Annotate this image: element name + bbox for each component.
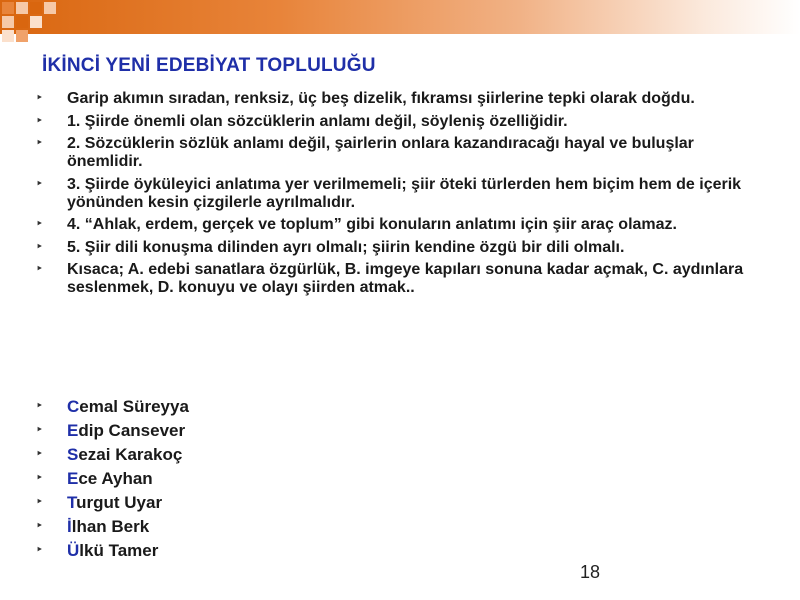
poet-name-rest: ce Ayhan [78, 469, 153, 488]
poet-initial: İ [67, 517, 72, 536]
poet-initial: S [67, 445, 79, 464]
page-number: 18 [580, 562, 601, 582]
bullet-text: 3. Şiirde öyküleyici anlatıma yer verilmemeli; şiir öteki türlerden hem biçim hem de içerik yönünden kesin çizgilerle ayrılmalıdır. [67, 175, 742, 211]
poet-initial: E [67, 421, 79, 440]
bullet-text: Garip akımın sıradan, renksiz, üç beş dizelik, fıkramsı şiirlerine tepki olarak doğdu. [67, 90, 695, 107]
poet-item [36, 493, 436, 513]
poet-list [36, 397, 436, 565]
poet-name-rest: lkü Tamer [79, 541, 159, 560]
poet-name-rest: dip Cansever [78, 421, 186, 440]
arrow-bullet-icon: ‣ [36, 544, 44, 556]
poet-name-rest: lhan Berk [71, 517, 150, 536]
arrow-bullet-icon: ‣ [36, 520, 44, 532]
arrow-bullet-icon: ‣ [36, 424, 44, 436]
bullet-item [36, 90, 766, 108]
poet-item [36, 397, 436, 417]
bullet-item [36, 135, 766, 171]
arrow-bullet-icon: ‣ [36, 218, 44, 230]
poet-item [36, 541, 436, 561]
poet-initial: T [67, 493, 77, 512]
slide-title: İKİNCİ YENİ EDEBİYAT TOPLULUĞU [42, 55, 376, 76]
arrow-bullet-icon: ‣ [36, 92, 44, 104]
bullet-text: 4. “Ahlak, erdem, gerçek ve toplum” gibi konuların anlatımı için şiir araç olamaz. [67, 216, 677, 233]
bullet-item [36, 113, 766, 131]
bullet-text: Kısaca; A. edebi sanatlara özgürlük, B. imgeye kapıları sonuna kadar açmak, C. aydınlara seslenmek, D. konuyu ve olayı şiirden atmak.. [67, 261, 744, 296]
poet-initial: Ü [67, 541, 80, 560]
arrow-bullet-icon: ‣ [36, 448, 44, 460]
bullet-text: 1. Şiirde önemli olan sözcüklerin anlamı değil, söyleniş özelliğidir. [67, 112, 568, 130]
decorative-squares [0, 0, 70, 50]
arrow-bullet-icon: ‣ [36, 177, 44, 190]
poet-name-rest: emal Süreyya [79, 397, 189, 416]
bullet-item [36, 239, 766, 257]
bullet-item [36, 216, 766, 234]
poet-initial: C [67, 397, 80, 416]
arrow-bullet-icon: ‣ [36, 240, 44, 253]
header-band [0, 0, 800, 34]
poet-name-rest: urgut Uyar [76, 493, 163, 512]
poet-initial: E [67, 469, 79, 488]
bullet-item [36, 261, 766, 297]
bullet-text: 2. Sözcüklerin sözlük anlamı değil, şairlerin onlara kazandıracağı hayal ve buluşlar önemlidir. [67, 135, 694, 170]
arrow-bullet-icon: ‣ [36, 263, 44, 275]
arrow-bullet-icon: ‣ [36, 137, 44, 149]
bullet-item [36, 176, 766, 212]
arrow-bullet-icon: ‣ [36, 496, 44, 508]
arrow-bullet-icon: ‣ [36, 114, 44, 127]
bullet-list [36, 90, 766, 302]
arrow-bullet-icon: ‣ [36, 472, 44, 484]
poet-item [36, 445, 436, 465]
poet-name-rest: ezai Karakoç [78, 445, 183, 464]
poet-item [36, 469, 436, 489]
bullet-text: 5. Şiir dili konuşma dilinden ayrı olmalı; şiirin kendine özgü bir dili olmalı. [67, 238, 625, 256]
arrow-bullet-icon: ‣ [36, 400, 44, 412]
poet-item [36, 517, 436, 537]
poet-item [36, 421, 436, 441]
